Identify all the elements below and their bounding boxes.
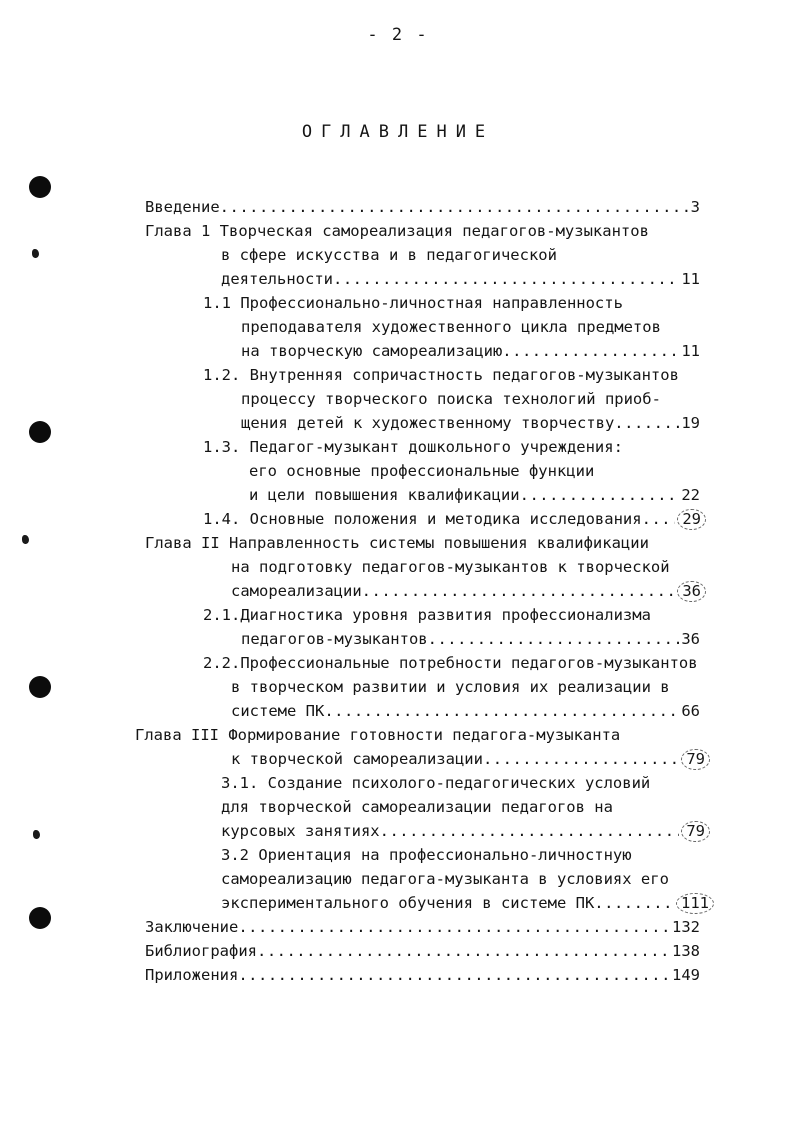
toc-entry-chapter-2-line: на подготовку педагогов-музыкантов к творческой [231, 558, 670, 576]
toc-entry-text: Заключение [145, 918, 239, 936]
toc-entry-text: Приложения [145, 966, 239, 984]
toc-entry-text: на творческую самореализацию [241, 342, 503, 360]
dot-leader [257, 939, 670, 963]
page-number: - 2 - [367, 25, 429, 45]
dot-leader [238, 915, 670, 939]
toc-entry-text: Введение [145, 198, 220, 216]
toc-entry-chapter-2-line: Глава II Направленность системы повышения квалификации [145, 534, 649, 552]
dot-leader [220, 195, 689, 219]
page-circle-mark: 79 [681, 821, 710, 842]
toc-entry-page: 66 [681, 702, 700, 720]
toc-entry-page [674, 891, 714, 915]
toc-entry-2-2-line: в творческом развитии и условия их реализации в [231, 678, 670, 696]
toc-entry-text: педагогов-музыкантов [241, 630, 428, 648]
toc-entry-page [679, 819, 710, 843]
toc-entry-chapter-1-line: в сфере искусства и в педагогической [221, 246, 557, 264]
toc-entry-text: щения детей к художественному творчеству [241, 414, 615, 432]
toc-entry-3-2-line: 3.2 Ориентация на профессионально-личностную [221, 846, 632, 864]
toc-entry-1-4 [203, 507, 706, 531]
binder-hole [29, 907, 51, 929]
toc-entry-3-1-line: 3.1. Создание психолого-педагогических условий [221, 774, 651, 792]
page-circle-mark: 36 [677, 581, 706, 602]
toc-entry-text: и цели повышения квалификации [249, 486, 520, 504]
dot-leader [333, 267, 679, 291]
toc-entry-text: Библиография [145, 942, 257, 960]
page-circle-mark: 111 [676, 893, 714, 914]
speck-mark [22, 535, 29, 544]
toc-entry-appendices [145, 963, 700, 987]
toc-entry-page [675, 579, 706, 603]
toc-entry-1-2 [241, 411, 700, 435]
dot-leader [502, 339, 679, 363]
toc-title: ОГЛАВЛЕНИЕ [301, 122, 495, 142]
toc-entry-bibliography [145, 939, 700, 963]
binder-hole [29, 176, 51, 198]
toc-entry-chapter-2 [231, 579, 706, 603]
toc-entry-chapter-1-line: Глава 1 Творческая самореализация педагогов-музыкантов [145, 222, 649, 240]
speck-mark [32, 249, 39, 258]
toc-entry-3-2 [221, 891, 714, 915]
toc-entry-text: самореализации [231, 582, 362, 600]
toc-entry-text: к творческой самореализации [231, 750, 483, 768]
toc-entry-2-1-line: 2.1.Диагностика уровня развития профессионализма [203, 606, 651, 624]
toc-entry-introduction [145, 195, 700, 219]
toc-entry-page: 36 [681, 630, 700, 648]
toc-entry-chapter-3 [231, 747, 710, 771]
dot-leader [520, 483, 680, 507]
toc-entry-text: системе ПК [231, 702, 325, 720]
toc-entry-text: экспериментального обучения в системе ПК [221, 894, 595, 912]
toc-entry-1-2-line: процессу творческого поиска технологий приоб- [241, 390, 661, 408]
speck-mark [33, 830, 40, 839]
dot-leader [428, 627, 680, 651]
binder-hole [29, 676, 51, 698]
dot-leader [614, 411, 679, 435]
toc-entry-3-1-line: для творческой самореализации педагогов на [221, 798, 613, 816]
binder-hole [29, 421, 51, 443]
toc-entry-text: курсовых занятиях [221, 822, 380, 840]
dot-leader [594, 891, 674, 915]
toc-entry-1-3 [249, 483, 700, 507]
toc-entry-page: 149 [672, 966, 700, 984]
toc-entry-page: 138 [672, 942, 700, 960]
toc-entry-page: 11 [681, 342, 700, 360]
toc-entry-page [675, 507, 706, 531]
toc-entry-1-1-line: преподавателя художественного цикла предметов [241, 318, 661, 336]
toc-entry-page: 11 [681, 270, 700, 288]
toc-entry-text: деятельности [221, 270, 333, 288]
dot-leader [324, 699, 679, 723]
toc-entry-1-1 [241, 339, 700, 363]
toc-entry-chapter-3-line: Глава III Формирование готовности педагога-музыканта [135, 726, 621, 744]
dot-leader [483, 747, 679, 771]
toc-entry-1-3-line: его основные профессиональные функции [249, 462, 595, 480]
toc-entry-3-2-line: самореализацию педагога-музыканта в условиях его [221, 870, 669, 888]
toc-entry-2-1 [241, 627, 700, 651]
toc-entry-text: 1.4. Основные положения и методика исследования [203, 510, 642, 528]
dot-leader [238, 963, 670, 987]
dot-leader [642, 507, 676, 531]
toc-entry-2-2 [231, 699, 700, 723]
page-circle-mark: 79 [681, 749, 710, 770]
toc-entry-chapter-1 [221, 267, 700, 291]
toc-entry-page: 132 [672, 918, 700, 936]
toc-entry-2-2-line: 2.2.Профессиональные потребности педагогов-музыкантов [203, 654, 698, 672]
toc-entry-page: 19 [681, 414, 700, 432]
toc-entry-page: 22 [681, 486, 700, 504]
toc-entry-3-1 [221, 819, 710, 843]
toc-entry-conclusion [145, 915, 700, 939]
toc-entry-1-1-line: 1.1 Профессионально-личностная направленность [203, 294, 623, 312]
dot-leader [380, 819, 680, 843]
page-circle-mark: 29 [677, 509, 706, 530]
toc-entry-page: 3 [690, 198, 700, 216]
toc-entry-page [679, 747, 710, 771]
toc-entry-1-2-line: 1.2. Внутренняя сопричастность педагогов-музыкантов [203, 366, 679, 384]
toc-entry-1-3-line: 1.3. Педагог-музыкант дошкольного учреждения: [203, 438, 623, 456]
dot-leader [362, 579, 676, 603]
